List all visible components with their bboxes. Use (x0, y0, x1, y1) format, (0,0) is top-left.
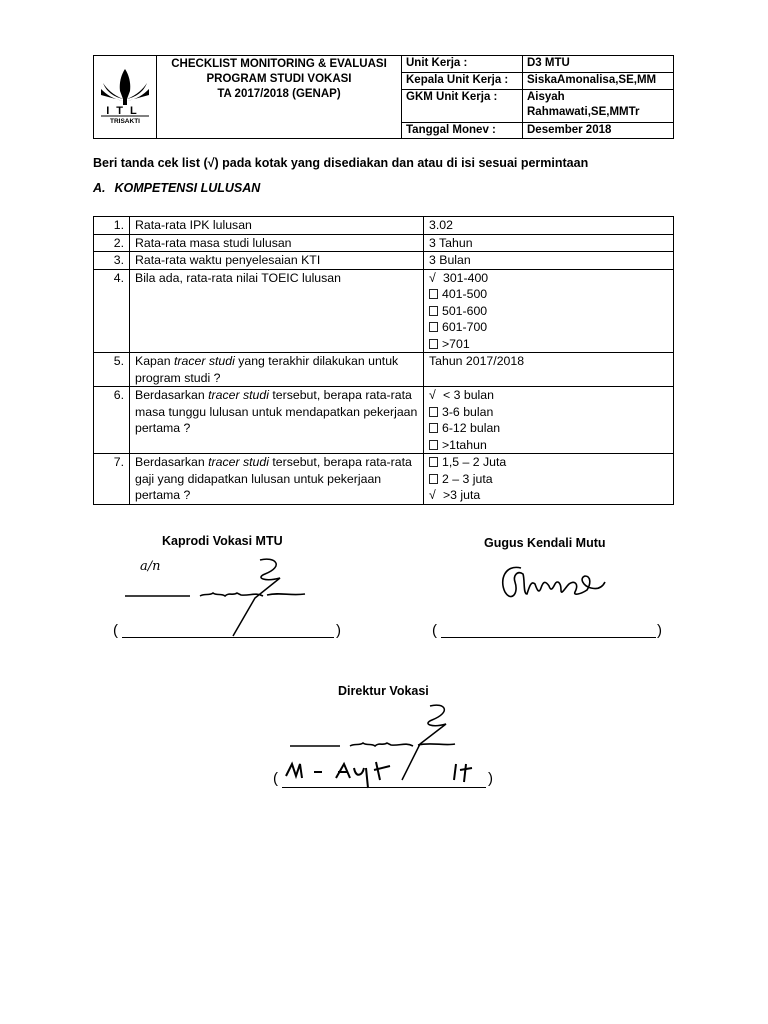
option-item[interactable] (429, 437, 668, 454)
option-item[interactable] (429, 487, 668, 504)
check-mark-icon: √ (429, 488, 436, 502)
bracket-open: ( (273, 770, 278, 787)
gkm-value-line-1: Aisyah (527, 91, 565, 103)
row-question (130, 387, 424, 454)
option-item[interactable] (429, 286, 668, 303)
option-label: 601-700 (442, 320, 488, 334)
row-question: Bila ada, rata-rata nilai TOEIC lulusan (130, 269, 424, 353)
gkm-signature-image (495, 560, 615, 620)
tanggal-monev-label: Tanggal Monev : (402, 123, 523, 139)
checkbox-empty-icon[interactable] (429, 457, 438, 467)
checkbox-empty-icon[interactable] (429, 440, 438, 450)
kaprodi-name-line (122, 637, 334, 638)
kaprodi-signature-title: Kaprodi Vokasi MTU (162, 534, 283, 548)
option-label: >701 (442, 336, 470, 351)
title-line-3: TA 2017/2018 (GENAP) (217, 88, 341, 100)
checkbox-empty-icon[interactable] (429, 474, 438, 484)
direktur-name-line (282, 787, 486, 788)
question-text: tersebut, berapa rata-rata gaji yang didapatkan lulusan untuk pekerjaan pertama ? (135, 455, 412, 502)
title-line-2: PROGRAM STUDI VOKASI (206, 73, 352, 85)
gkm-value-line-2: Rahmawati,SE,MMTr (527, 106, 640, 118)
question-italic-term: tracer studi (208, 455, 269, 469)
gkm-name-line (441, 637, 656, 638)
gkm-unit-value (523, 90, 674, 123)
table-row (94, 454, 674, 505)
question-text: tersebut, berapa rata-rata masa tunggu lulusan untuk mendapatkan pekerjaan pertama ? (135, 388, 418, 435)
row-number: 1. (94, 217, 130, 235)
checkbox-empty-icon[interactable] (429, 289, 438, 299)
title-line-1: CHECKLIST MONITORING & EVALUASI (171, 58, 387, 70)
question-text: Berdasarkan (135, 388, 209, 402)
row-number: 7. (94, 454, 130, 505)
instruction-text: Beri tanda cek list (√) pada kotak yang disediakan dan atau di isi sesuai permintaan (93, 156, 589, 170)
row-number: 4. (94, 269, 130, 353)
section-number: A. (93, 181, 106, 195)
check-mark-icon: √ (429, 388, 436, 402)
section-title: KOMPETENSI LULUSAN (114, 181, 261, 195)
row-number: 2. (94, 234, 130, 252)
tanggal-monev-value: Desember 2018 (523, 123, 674, 139)
unit-kerja-label: Unit Kerja : (402, 56, 523, 73)
option-label: 6-12 bulan (442, 421, 501, 435)
checkbox-empty-icon[interactable] (429, 423, 438, 433)
gkm-unit-label: GKM Unit Kerja : (402, 90, 523, 123)
row-options (424, 269, 674, 353)
checkbox-empty-icon[interactable] (429, 339, 438, 349)
option-item[interactable] (429, 420, 668, 437)
header-table (93, 55, 674, 139)
direktur-signature-image (280, 698, 520, 798)
option-label: 3-6 bulan (442, 404, 494, 419)
question-text: yang terakhir dilakukan untuk program studi ? (135, 354, 399, 385)
row-answer: 3 Tahun (424, 234, 674, 252)
option-label: 401-500 (442, 287, 488, 301)
check-mark-icon: √ (429, 270, 436, 285)
option-label: >1tahun (442, 437, 487, 452)
row-number: 6. (94, 387, 130, 454)
row-question: Rata-rata IPK lulusan (130, 217, 424, 235)
row-question (130, 353, 424, 387)
question-italic-term: tracer studi (208, 388, 269, 402)
unit-kerja-value: D3 MTU (523, 56, 674, 73)
option-label: < 3 bulan (443, 388, 494, 402)
table-row (94, 269, 674, 353)
logo-cell (94, 56, 157, 139)
table-row (94, 217, 674, 235)
bracket-close: ) (336, 622, 341, 639)
table-row (94, 234, 674, 252)
checkbox-empty-icon[interactable] (429, 322, 438, 332)
row-question (130, 454, 424, 505)
question-text: Kapan (135, 354, 174, 368)
question-text: Berdasarkan (135, 455, 209, 469)
row-question: Rata-rata masa studi lulusan (130, 234, 424, 252)
row-answer: Tahun 2017/2018 (424, 353, 674, 387)
kepala-unit-value: SiskaAmonalisa,SE,MM (523, 73, 674, 90)
row-answer: 3.02 (424, 217, 674, 235)
kaprodi-signature-image (115, 548, 355, 638)
option-label: 301-400 (443, 270, 489, 285)
option-label: >3 juta (443, 488, 481, 502)
option-item[interactable] (429, 270, 668, 287)
logo-text: ITL (106, 104, 144, 117)
option-item[interactable] (429, 303, 668, 320)
option-item[interactable] (429, 471, 668, 488)
logo-subtext: TRISAKTI (110, 117, 140, 125)
option-item[interactable] (429, 387, 668, 404)
row-options (424, 387, 674, 454)
kepala-unit-label: Kepala Unit Kerja : (402, 73, 523, 90)
bracket-close: ) (657, 622, 662, 639)
row-number: 3. (94, 252, 130, 270)
question-italic-term: tracer studi (173, 354, 235, 368)
table-row (94, 387, 674, 454)
gkm-signature-title: Gugus Kendali Mutu (484, 536, 606, 550)
itl-trisakti-logo (97, 65, 153, 125)
row-question: Rata-rata waktu penyelesaian KTI (130, 252, 424, 270)
checkbox-empty-icon[interactable] (429, 407, 438, 417)
section-heading (93, 181, 260, 195)
option-item[interactable] (429, 454, 668, 471)
option-label: 2 – 3 juta (442, 471, 493, 486)
bracket-open: ( (432, 622, 437, 639)
checklist-table (93, 216, 674, 505)
row-answer: 3 Bulan (424, 252, 674, 270)
direktur-signature-title: Direktur Vokasi (338, 684, 429, 698)
option-item[interactable] (429, 336, 668, 353)
row-options (424, 454, 674, 505)
bracket-close: ) (488, 770, 493, 787)
checkbox-empty-icon[interactable] (429, 306, 438, 316)
signature-note: a/n (140, 559, 161, 574)
row-number: 5. (94, 353, 130, 387)
bracket-open: ( (113, 622, 118, 639)
option-label: 501-600 (442, 303, 488, 318)
option-item[interactable] (429, 319, 668, 336)
option-item[interactable] (429, 404, 668, 421)
table-row (94, 252, 674, 270)
document-title (157, 56, 402, 139)
option-label: 1,5 – 2 Juta (442, 455, 507, 469)
table-row (94, 353, 674, 387)
